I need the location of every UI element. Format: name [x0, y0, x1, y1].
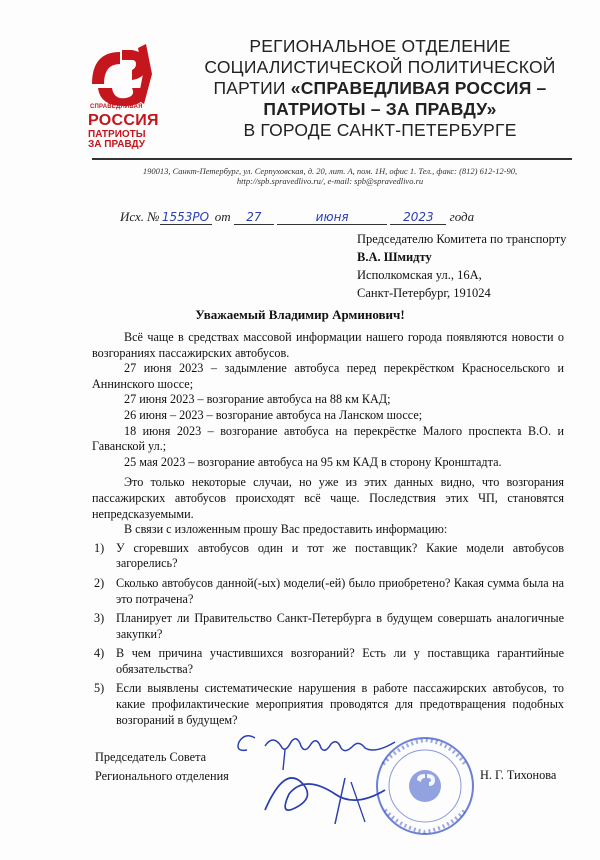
org-line-3a: ПАРТИИ [213, 78, 291, 98]
ref-month: июня [277, 210, 387, 225]
ref-day: 27 [234, 210, 274, 225]
logo-sr-mark-icon [86, 44, 152, 106]
ref-suffix: года [449, 209, 475, 224]
question-number: 4) [94, 646, 105, 661]
incident-item: 27 июня 2023 – задымление автобуса перед перекрёстком Красносельского и Аннинского шоссе; [92, 361, 564, 391]
ref-year: 2023 [390, 210, 446, 225]
header-address [95, 166, 565, 186]
ref-from: от [214, 209, 231, 224]
ref-prefix: Исх. № [120, 209, 160, 224]
greeting: Уважаемый Владимир Арминович! [195, 307, 405, 322]
question-item [92, 681, 564, 728]
question-text: Если выявлены систематические нарушения в работе пассажирских автобусов, то какие профилактические мероприятия проводятся для предотвращения подобных возгораний в будущем? [116, 681, 564, 727]
addressee-block [357, 230, 592, 302]
org-line-1: РЕГИОНАЛЬНОЕ ОТДЕЛЕНИЕ [249, 36, 511, 56]
party-logo [80, 40, 160, 160]
header-divider [92, 158, 572, 160]
question-text: В чем причина участившихся возгораний? Есть ли у поставщика гарантийные обязательства? [116, 646, 564, 676]
logo-sub-text: ПАТРИОТЫ ЗА ПРАВДУ [88, 129, 146, 150]
question-item [92, 541, 564, 572]
question-number: 5) [94, 681, 105, 696]
question-number: 3) [94, 611, 105, 626]
address-line-1: 190013, Санкт-Петербург, ул. Серпуховская, д. 20, лит. А, пом. 1Н, офис 1. Тел., факс: (812) 612-12-90, [142, 166, 518, 176]
handwritten-signature-icon [225, 724, 455, 834]
addressee-line-4: Санкт-Петербург, 191024 [357, 286, 491, 300]
incident-item: 27 июня 2023 – возгорание автобуса на 88 км КАД; [124, 392, 391, 407]
question-text: Сколько автобусов данной(-ых) модели(-ей) было приобретено? Какая сумма была на это потрачена? [116, 575, 564, 606]
signatory-title [95, 748, 229, 786]
intro-paragraph: Всё чаще в средствах массовой информации нашего города появляются новости о возгораниях пассажирских автобусов. [92, 330, 564, 360]
question-text: У сгоревших автобусов один и тот же поставщик? Какие модели автобусов загорелись? [116, 540, 564, 571]
question-item [92, 611, 564, 642]
addressee-line-3: Исполкомская ул., 16А, [357, 268, 482, 282]
question-number: 2) [94, 575, 105, 590]
conclusion-paragraph: Это только некоторые случаи, но уже из этих данных видно, что возгорания пассажирских автобусов происходят всё чаще. Последствия этих ЧП, становятся непредсказуемыми. [92, 475, 564, 521]
signatory-title-line-1: Председатель Совета [95, 750, 207, 764]
address-line-2: http://spb.spravedlivo.ru/, e-mail: spb@spravedlivo.ru [236, 176, 424, 186]
org-line-4: ПАТРИОТЫ – ЗА ПРАВДУ» [263, 99, 497, 119]
question-item [92, 646, 564, 677]
request-paragraph: В связи с изложенным прошу Вас предоставить информацию: [124, 522, 448, 537]
logo-big-text: РОССИЯ [88, 112, 159, 129]
addressee-line-1: Председателю Комитета по транспорту [357, 232, 567, 246]
ref-number: 1553РО [160, 210, 212, 225]
org-line-3 [175, 78, 585, 99]
incident-item: 26 июня – 2023 – возгорание автобуса на Ланском шоссе; [124, 407, 423, 422]
incident-item: 25 мая 2023 – возгорание автобуса на 95 км КАД в сторону Кронштадта. [124, 454, 502, 469]
org-line-2: СОЦИАЛИСТИЧЕСКОЙ ПОЛИТИЧЕСКОЙ [204, 57, 556, 77]
organization-header [175, 36, 585, 141]
reference-line [120, 209, 474, 225]
org-line-3b: «СПРАВЕДЛИВАЯ РОССИЯ – [290, 78, 547, 98]
letter-body [92, 330, 564, 732]
questions-list [92, 541, 564, 729]
question-text: Планирует ли Правительство Санкт-Петербурга в будущем совершать аналогичные закупки? [116, 611, 564, 641]
question-number: 1) [94, 540, 105, 555]
signatory-name: Н. Г. Тихонова [480, 768, 557, 782]
addressee-name: В.А. Шмидту [357, 250, 432, 264]
logo-small-text: СПРАВЕДЛИВАЯ [90, 104, 143, 110]
org-line-5: В ГОРОДЕ САНКТ-ПЕТЕРБУРГЕ [243, 120, 517, 140]
incident-item: 18 июня 2023 – возгорание автобуса на перекрёстке Малого проспекта В.О. и Гаванской ул.; [92, 423, 564, 454]
signatory-title-line-2: Регионального отделения [95, 769, 229, 783]
question-item [92, 576, 564, 607]
